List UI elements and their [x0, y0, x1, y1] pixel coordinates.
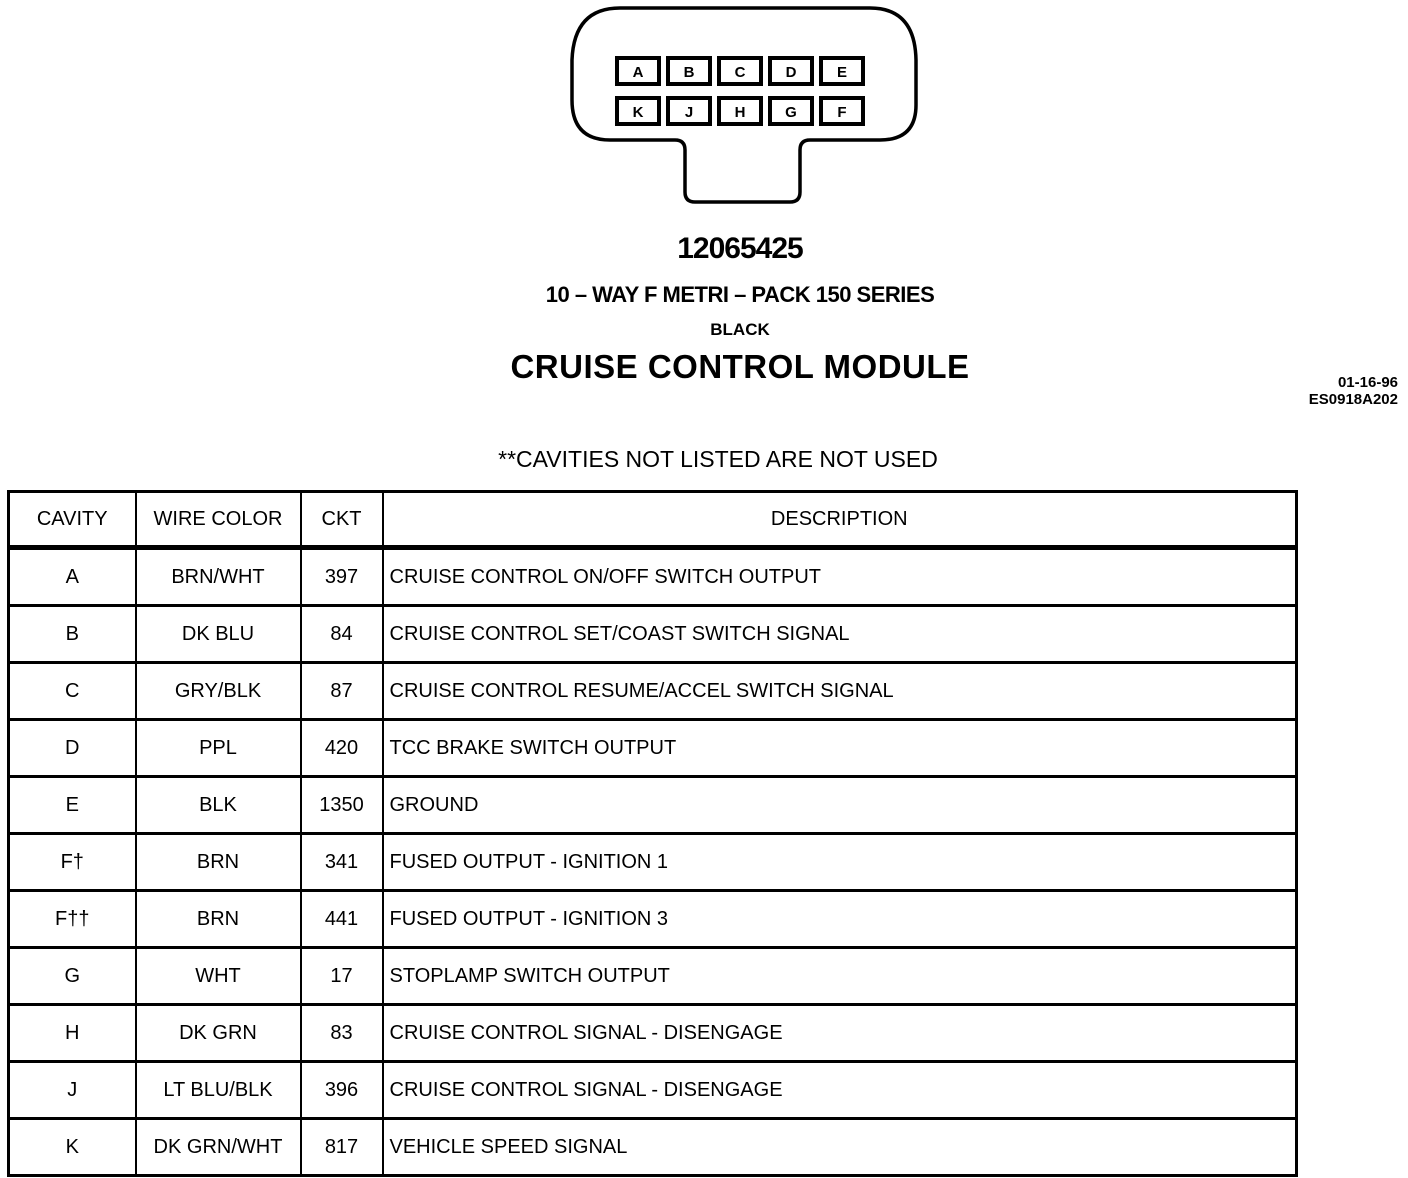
cell-description: CRUISE CONTROL SIGNAL - DISENGAGE — [383, 1005, 1297, 1062]
part-number: 12065425 — [677, 232, 803, 265]
header-wire-color: WIRE COLOR — [136, 492, 301, 548]
table-row — [9, 1119, 1297, 1176]
cell-ckt: 341 — [301, 834, 383, 891]
cell-description: STOPLAMP SWITCH OUTPUT — [383, 948, 1297, 1005]
cell-wire-color: DK BLU — [136, 606, 301, 663]
cell-ckt: 817 — [301, 1119, 383, 1176]
connector-pin-label: E — [836, 64, 848, 81]
pinout-table — [7, 490, 1298, 1177]
connector-pin-label: G — [785, 104, 797, 121]
cell-description: TCC BRAKE SWITCH OUTPUT — [383, 720, 1297, 777]
connector-pin-b — [668, 58, 710, 84]
cell-ckt: 87 — [301, 663, 383, 720]
connector-pin-label: C — [734, 64, 746, 81]
cell-wire-color: GRY/BLK — [136, 663, 301, 720]
cell-cavity: A — [9, 548, 136, 606]
connector-pin-label: F — [837, 104, 847, 121]
document-date: 01-16-96 — [1337, 374, 1398, 391]
connector-pin-label: H — [734, 104, 746, 121]
cell-description: CRUISE CONTROL SET/COAST SWITCH SIGNAL — [383, 606, 1297, 663]
document-code: ES0918A202 — [1308, 391, 1398, 408]
cell-cavity: J — [9, 1062, 136, 1119]
table-row — [9, 1062, 1297, 1119]
table-row — [9, 1005, 1297, 1062]
cell-ckt: 17 — [301, 948, 383, 1005]
connector-pin-e — [821, 58, 863, 84]
connector-face-diagram — [560, 0, 930, 215]
table-header-row — [9, 492, 1297, 548]
connector-pin-c — [719, 58, 761, 84]
cell-wire-color: DK GRN — [136, 1005, 301, 1062]
connector-pin-k — [617, 98, 659, 124]
connector-series: 10 – WAY F METRI – PACK 150 SERIES — [545, 282, 935, 307]
cell-cavity: C — [9, 663, 136, 720]
cell-ckt: 397 — [301, 548, 383, 606]
connector-pin-f — [821, 98, 863, 124]
cell-description: VEHICLE SPEED SIGNAL — [383, 1119, 1297, 1176]
table-row — [9, 720, 1297, 777]
cell-cavity: D — [9, 720, 136, 777]
cell-cavity: B — [9, 606, 136, 663]
document-id — [1309, 374, 1398, 408]
cell-description: FUSED OUTPUT - IGNITION 1 — [383, 834, 1297, 891]
cell-wire-color: LT BLU/BLK — [136, 1062, 301, 1119]
table-row — [9, 606, 1297, 663]
module-name: CRUISE CONTROL MODULE — [510, 348, 970, 385]
cell-cavity: H — [9, 1005, 136, 1062]
connector-pin-h — [719, 98, 761, 124]
table-row — [9, 834, 1297, 891]
connector-color: BLACK — [710, 320, 770, 339]
cell-wire-color: BRN — [136, 891, 301, 948]
connector-pin-j — [668, 98, 710, 124]
cell-cavity: G — [9, 948, 136, 1005]
cell-description: GROUND — [383, 777, 1297, 834]
cell-ckt: 420 — [301, 720, 383, 777]
connector-pin-label: D — [785, 64, 797, 81]
connector-pin-label: J — [684, 104, 694, 121]
cell-cavity: F†† — [9, 891, 136, 948]
cell-wire-color: PPL — [136, 720, 301, 777]
cell-description: CRUISE CONTROL SIGNAL - DISENGAGE — [383, 1062, 1297, 1119]
connector-pin-label: A — [632, 64, 644, 81]
connector-pin-a — [617, 58, 659, 84]
cell-ckt: 396 — [301, 1062, 383, 1119]
cell-description: FUSED OUTPUT - IGNITION 3 — [383, 891, 1297, 948]
cell-cavity: E — [9, 777, 136, 834]
table-row — [9, 948, 1297, 1005]
table-row — [9, 891, 1297, 948]
cell-wire-color: BLK — [136, 777, 301, 834]
unused-cavities-note: **CAVITIES NOT LISTED ARE NOT USED — [498, 446, 938, 472]
connector-pin-g — [770, 98, 812, 124]
table-row — [9, 663, 1297, 720]
cell-wire-color: BRN/WHT — [136, 548, 301, 606]
cell-wire-color: WHT — [136, 948, 301, 1005]
cell-wire-color: BRN — [136, 834, 301, 891]
cell-cavity: K — [9, 1119, 136, 1176]
connector-pin-label: K — [632, 104, 644, 121]
table-row — [9, 777, 1297, 834]
table-row — [9, 548, 1297, 606]
cell-description: CRUISE CONTROL RESUME/ACCEL SWITCH SIGNAL — [383, 663, 1297, 720]
cell-ckt: 83 — [301, 1005, 383, 1062]
cell-description: CRUISE CONTROL ON/OFF SWITCH OUTPUT — [383, 548, 1297, 606]
header-cavity: CAVITY — [9, 492, 136, 548]
connector-pin-d — [770, 58, 812, 84]
cell-ckt: 441 — [301, 891, 383, 948]
cell-wire-color: DK GRN/WHT — [136, 1119, 301, 1176]
cell-ckt: 84 — [301, 606, 383, 663]
header-ckt: CKT — [301, 492, 383, 548]
header-description: DESCRIPTION — [383, 492, 1297, 548]
cell-ckt: 1350 — [301, 777, 383, 834]
connector-pin-label: B — [683, 64, 695, 81]
cell-cavity: F† — [9, 834, 136, 891]
